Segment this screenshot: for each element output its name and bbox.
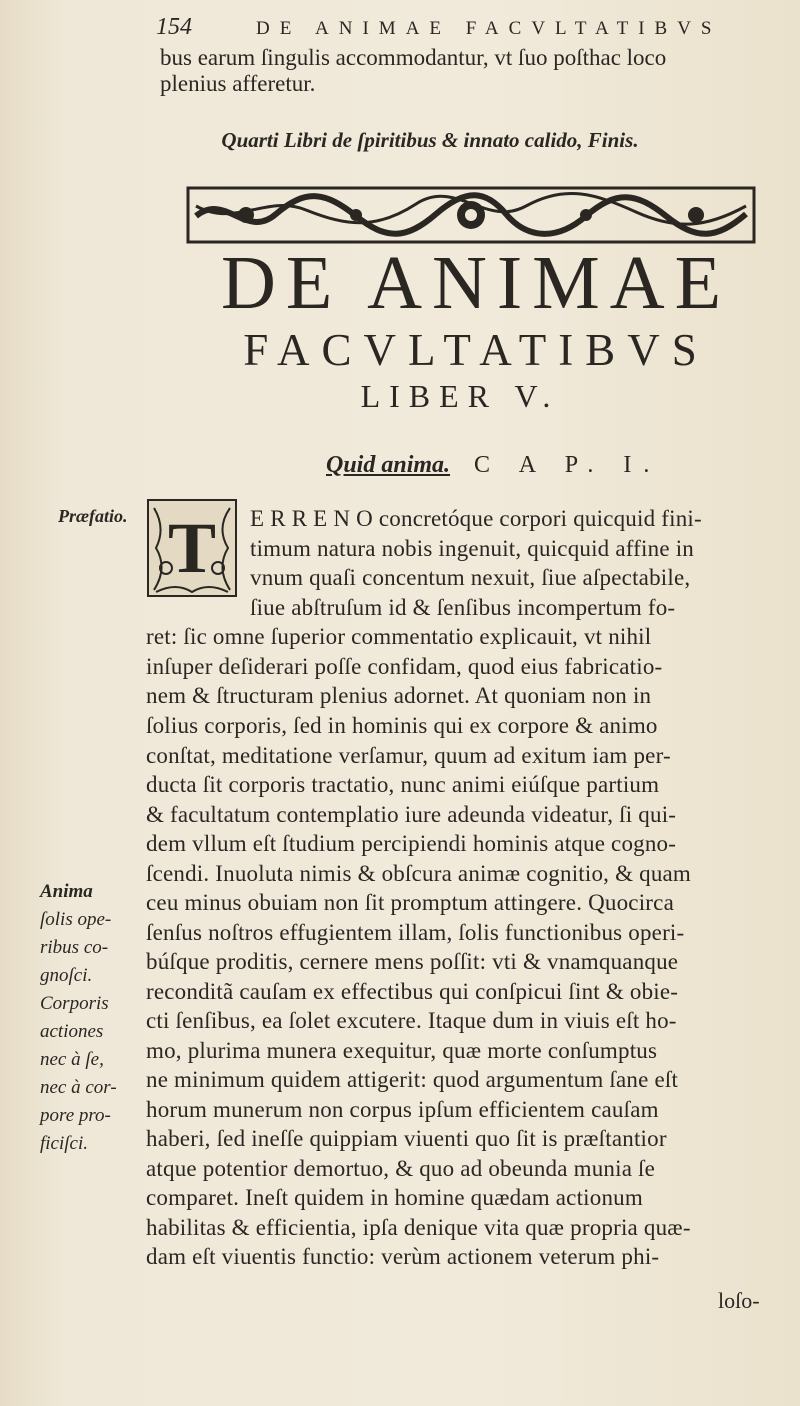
book-title: DE ANIMAE [220,241,732,325]
margin-note-line: ſolis ope- [40,909,112,930]
text-line: ne minimum quidem attigerit: quod argumentum ſane eſt [146,1067,679,1092]
text-line: conſtat, meditatione verſamur, quum ad exitum iam per- [146,743,671,768]
margin-note [40,878,155,1158]
chapter-subject: Quid anima. [326,452,451,478]
margin-note-line: gnoſci. [40,965,93,986]
text-line: dem vllum eſt ſtudium percipiendi hominis atque cogno- [146,831,677,856]
text-line: E R R E N O concretóque corpori quicquid fini- [250,506,702,531]
text-line: ſcendi. Inuoluta nimis & obſcura animæ cognitio, & quam [146,861,692,886]
text-line: & facultatum contemplatio iure adeunda videatur, ſi qui- [146,802,677,827]
book-number: LIBER V. [360,378,560,414]
text-line: ceu minus obuiam non ſit promptum attingere. Quocirca [146,890,674,915]
margin-note-line: ficiſci. [40,1133,89,1154]
page-number: 154 [156,14,192,40]
running-header [150,8,770,44]
text-line: mo, plurima munera exequitur, quæ morte conſumptus [146,1038,658,1063]
catchword: loſo- [718,1288,760,1313]
text-line: comparet. Ineſt quidem in homine quædam actionum [146,1185,643,1210]
text-line: inſuper deſiderari poſſe confidam, quod eius fabricatio- [146,654,663,679]
text-line: haberi, ſed ineſſe quippiam viuenti quo ſit is præſtantior [146,1126,667,1151]
text-line: vnum quaſi concentum nexuit, ſiue aſpectabile, [250,565,691,590]
text-line: reconditã cauſam ex effectibus qui conſpicui ſint & obie- [146,979,679,1004]
chapter-heading [326,452,661,479]
text-line: ſiue abſtruſum id & ſenſibus incompertum fo- [250,595,676,620]
text-line: horum munerum non corpus ipſum efficientem cauſam [146,1097,659,1122]
headpiece-ornament [186,184,756,246]
decorated-initial [146,498,238,598]
text-line: búſque proditis, cernere mens poſſit: vti & vnamquanque [146,949,679,974]
text-line: ducta ſit corporis tractatio, nunc animi eiúſque partium [146,772,660,797]
text-line: ret: ſic omne ſuperior commentatio explicauit, vt nihil [146,624,652,649]
finis-line: Quarti Libri de ſpiritibus & innato calido, Finis. [221,128,639,152]
initial-letter: T [167,508,217,588]
text-line: ſolius corporis, ſed in hominis qui ex corpore & animo [146,713,658,738]
text-line: plenius afferetur. [160,71,316,96]
text-line: nem & ſtructuram plenius adornet. At quoniam non in [146,683,652,708]
text-line: timum natura nobis ingenuit, quicquid affine in [250,536,694,561]
text-line: atque potentior demortuo, & quo ad obeunda munia ſe [146,1156,656,1181]
margin-note-line: pore pro- [40,1105,111,1126]
text-line: cti ſenſibus, ea ſolet excutere. Itaque dum in viuis eſt ho- [146,1008,677,1033]
margin-note-line: actiones [40,1021,104,1042]
text-line: ſenſus noſtros effugientem illam, ſolis functionibus operi- [146,920,685,945]
margin-note-line: Anima [40,881,93,902]
margin-note-line: nec à cor- [40,1077,117,1098]
running-title: DE ANIMAE FACVLTATIBVS [256,18,722,39]
text-line: dam eſt viuentis functio: verùm actionem veterum phi- [146,1244,660,1269]
text-line: habilitas & efficientia, ipſa denique vita quæ propria quæ- [146,1215,691,1240]
margin-note-line: nec à ſe, [40,1049,104,1070]
margin-praefatio: Præfatio. [58,506,128,526]
chapter-caption: C A P. I. [474,452,662,478]
text-line: bus earum ſingulis accommodantur, vt ſuo poſthac loco [160,45,667,70]
margin-note-line: ribus co- [40,937,109,958]
book-subtitle: FACVLTATIBVS [243,325,709,375]
margin-note-line: Corporis [40,993,109,1014]
